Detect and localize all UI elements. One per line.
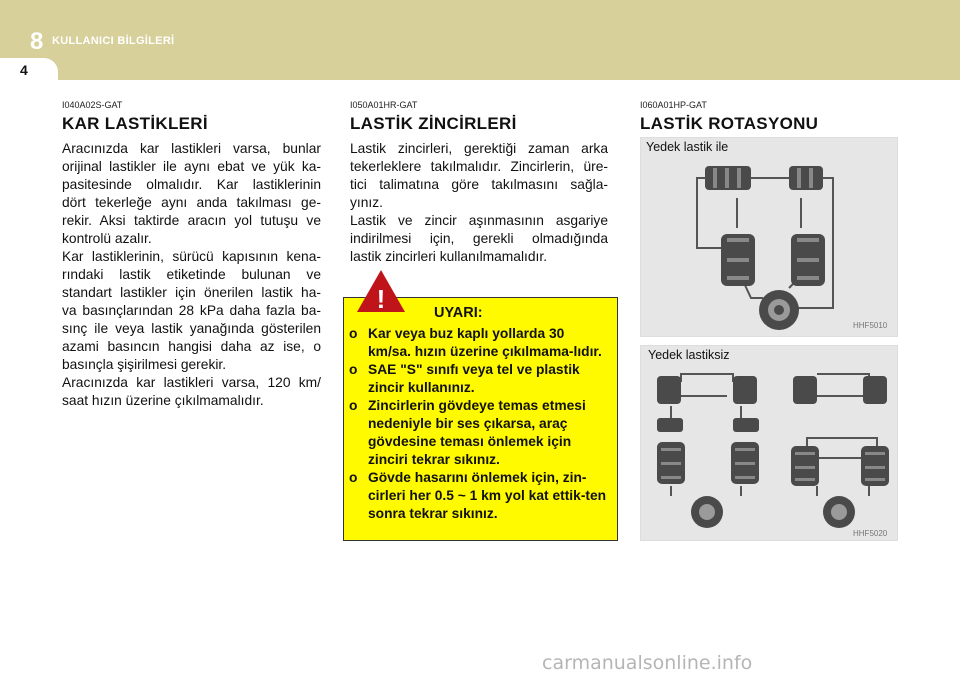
text-line: va basınçlarından 28 kPa daha fazla ba- xyxy=(62,303,321,318)
warning-item xyxy=(349,397,611,469)
rotation-with-spare-illustration xyxy=(641,138,899,338)
chapter-number: 8 xyxy=(30,28,44,55)
section-code: I060A01HP-GAT xyxy=(640,100,707,110)
warning-item-text: Kar veya buz kaplı yollarda 30 km/sa. hızın üzerine çıkılmama-lıdır. xyxy=(368,326,602,359)
section-code: I040A02S-GAT xyxy=(62,100,123,110)
section-title: KAR LASTİKLERİ xyxy=(62,114,208,133)
warning-triangle-icon xyxy=(355,268,407,314)
diagram-code: HHF5020 xyxy=(853,529,888,538)
diagram-label: Yedek lastik ile xyxy=(646,140,729,154)
warning-item-text: Zincirlerin gövdeye temas etmesi nedeniyle bir ses çıkarsa, araç gövdesine teması önlemek için zinciri tekrar sıkınız. xyxy=(368,398,586,467)
bullet-marker: o xyxy=(349,398,358,413)
text-line: tici talimatına göre takılmasını sağla- xyxy=(350,177,608,192)
text-line: sınç ile veya lastik yanağında gösterilen xyxy=(62,321,321,336)
page-number: 4 xyxy=(20,62,28,78)
text-line: standart lastikler için önerilen lastik ha- xyxy=(62,285,321,300)
diagram-code: HHF5010 xyxy=(853,321,888,330)
text-line: yınız. xyxy=(350,195,383,210)
text-line: pasitesinde olmalıdır. Kar lastiklerinin xyxy=(62,177,321,192)
warning-list xyxy=(349,325,611,523)
text-line: Lastik ve zincir aşınmasının asgariye xyxy=(350,213,608,228)
text-line: saat hızın üzerine çıkılmamalıdır. xyxy=(62,393,264,408)
text-line: Aracınızda kar lastikleri varsa, bunlar xyxy=(62,141,321,156)
text-line: azami basıncın hangisi daha az ise, o xyxy=(62,339,321,354)
watermark: carmanualsonline.info xyxy=(542,652,753,674)
section-code: I050A01HR-GAT xyxy=(350,100,418,110)
section-title: LASTİK ROTASYONU xyxy=(640,114,819,133)
text-line: indirilmesi için, gerekli olmadığında xyxy=(350,231,608,246)
text-line: kontrolü azalır. xyxy=(62,231,152,246)
bullet-marker: o xyxy=(349,326,358,341)
text-line: Kar lastiklerinin, sürücü kapısının kena- xyxy=(62,249,321,264)
text-line: Aracınızda kar lastikleri varsa, 120 km/ xyxy=(62,375,321,390)
bullet-marker: o xyxy=(349,470,358,485)
text-line: dört tekerleğe aynı anda takılması ge- xyxy=(62,195,321,210)
rotation-diagram-with-spare xyxy=(640,137,898,337)
chapter-title: KULLANICI BİLGİLERİ xyxy=(52,35,175,47)
warning-title: UYARI: xyxy=(434,305,483,321)
text-line: rındaki lastik etiketinde bulunan ve xyxy=(62,267,321,282)
text-line: rekir. Aksi taktirde aracın yol tutuşu ve xyxy=(62,213,321,228)
warning-item xyxy=(349,361,611,397)
warning-item xyxy=(349,469,611,523)
text-line: basınçla şişirilmesi gerekir. xyxy=(62,357,227,372)
warning-icon-glyph: ! xyxy=(376,284,386,314)
rotation-without-spare-illustration xyxy=(641,346,899,542)
text-line: tekerleklere takılmalıdır. Zincirlerin, üre- xyxy=(350,159,608,174)
warning-item xyxy=(349,325,611,361)
text-line: orijinal lastikler ile aynı ebat ve yük ka- xyxy=(62,159,321,174)
body-text xyxy=(62,140,321,410)
text-line: Lastik zincirleri, gerektiği zaman arka xyxy=(350,141,608,156)
warning-item-text: SAE "S" sınıfı veya tel ve plastik zincir kullanınız. xyxy=(368,362,580,395)
text-line: lastik zincirleri kullanılmamalıdır. xyxy=(350,249,548,264)
bullet-marker: o xyxy=(349,362,358,377)
warning-item-text: Gövde hasarını önlemek için, zin-cirleri her 0.5 ~ 1 km yol kat ettik-ten sonra tekrar sıkınız. xyxy=(368,470,607,521)
body-text xyxy=(350,140,608,266)
rotation-diagram-without-spare xyxy=(640,345,898,541)
diagram-label: Yedek lastiksiz xyxy=(648,348,730,362)
page-tab xyxy=(0,58,58,82)
section-title: LASTİK ZİNCİRLERİ xyxy=(350,114,517,133)
